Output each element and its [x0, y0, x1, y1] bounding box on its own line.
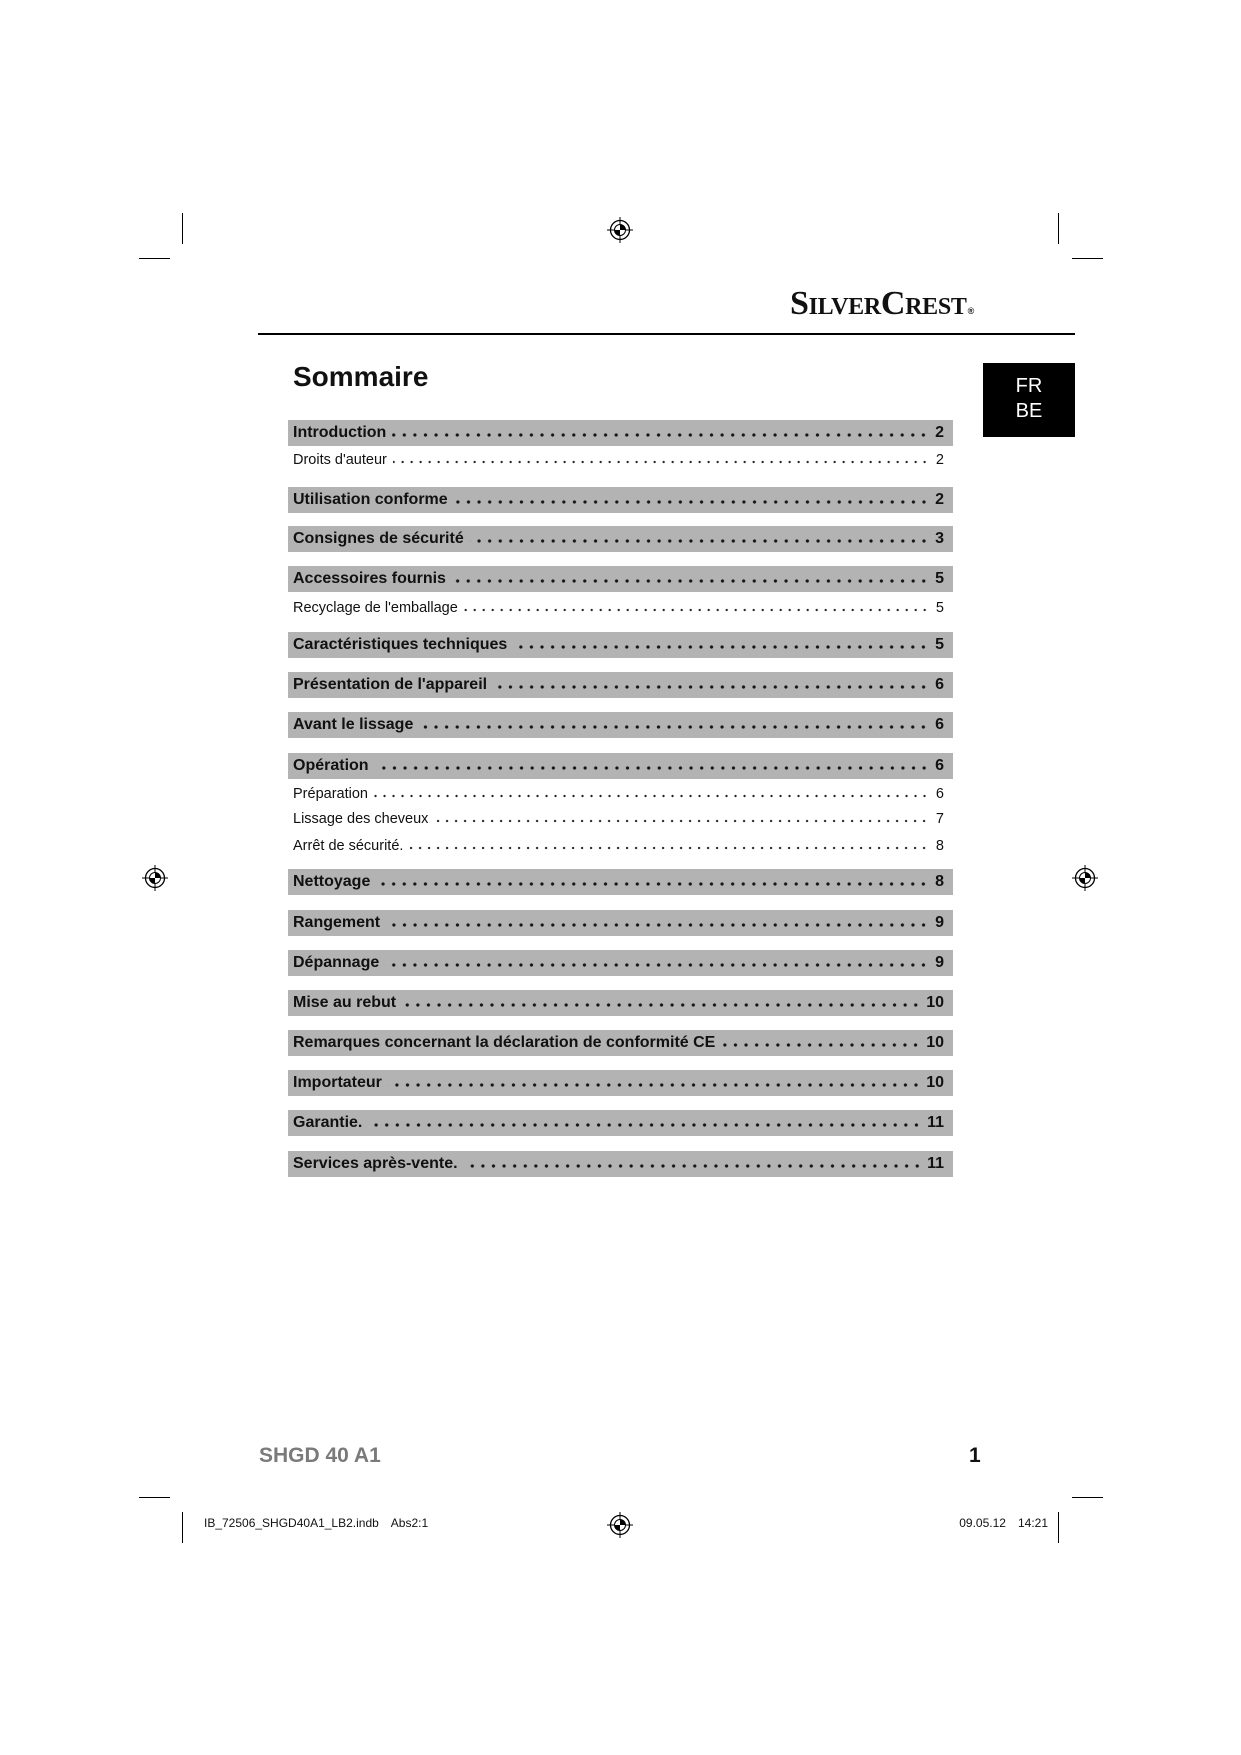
toc-entry-remarques-conformite-ce [288, 1030, 953, 1056]
toc-entry-page: 8 [935, 838, 944, 854]
toc-entry-title: Rangement [293, 914, 381, 931]
toc-entry-page: 3 [935, 530, 944, 547]
dot-leader [375, 766, 929, 770]
toc-entry-page: 11 [927, 1155, 944, 1172]
dot-leader [368, 1123, 922, 1127]
toc-subentry-arret-de-securite [288, 835, 953, 857]
toc-entry-page: 2 [935, 452, 944, 468]
dot-leader [419, 725, 929, 729]
dot-leader [452, 579, 929, 583]
dot-leader [392, 433, 929, 437]
language-code-fr: FR [1015, 375, 1043, 397]
dot-leader [721, 1043, 921, 1047]
crop-mark-bottom-left-vertical [182, 1512, 183, 1543]
crop-mark-bottom-right-vertical [1058, 1512, 1059, 1543]
toc-entry-page: 6 [935, 786, 944, 802]
slug-frame: Abs2:1 [390, 1516, 429, 1530]
toc-subentry-droits-d-auteur [288, 449, 953, 471]
dot-leader [376, 882, 929, 886]
toc-entry-page: 5 [935, 600, 944, 616]
dot-leader [374, 794, 929, 798]
toc-entry-page: 10 [926, 1074, 944, 1091]
toc-entry-title: Mise au rebut [293, 994, 397, 1011]
toc-entry-title: Présentation de l'appareil [293, 676, 488, 693]
toc-entry-presentation-appareil [288, 672, 953, 698]
crop-mark-bottom-left-horizontal [139, 1497, 170, 1498]
model-number: SHGD 40 A1 [259, 1444, 381, 1467]
toc-entry-title: Caractéristiques techniques [293, 636, 508, 653]
toc-entry-operation [288, 753, 953, 779]
page-title: Sommaire [293, 361, 429, 392]
registration-mark-icon [1072, 865, 1098, 891]
toc-entry-title: Dépannage [293, 954, 380, 971]
toc-entry-title: Accessoires fournis [293, 570, 446, 587]
toc-entry-rangement [288, 910, 953, 936]
toc-entry-introduction [288, 420, 953, 446]
toc-entry-importateur [288, 1070, 953, 1096]
toc-entry-title: Recyclage de l'emballage [293, 600, 458, 616]
toc-entry-title: Arrêt de sécurité. [293, 838, 404, 854]
toc-entry-title: Opération [293, 757, 369, 774]
toc-entry-page: 5 [935, 636, 944, 653]
toc-entry-accessoires-fournis [288, 566, 953, 592]
toc-entry-consignes-de-securite [288, 526, 953, 552]
toc-entry-page: 5 [935, 570, 944, 587]
crop-mark-top-left-horizontal [139, 258, 170, 259]
toc-entry-title: Préparation [293, 786, 368, 802]
slug-date: 09.05.12 [959, 1516, 1006, 1530]
toc-entry-services-apres-vente [288, 1151, 953, 1177]
toc-entry-utilisation-conforme [288, 487, 953, 513]
crop-mark-bottom-right-horizontal [1072, 1497, 1103, 1498]
toc-entry-page: 6 [935, 676, 944, 693]
crop-mark-top-right-vertical [1058, 213, 1059, 244]
toc-entry-title: Nettoyage [293, 873, 371, 890]
toc-entry-page: 11 [927, 1114, 944, 1131]
toc-entry-page: 2 [935, 491, 944, 508]
toc-entry-page: 2 [935, 424, 944, 441]
dot-leader [454, 500, 929, 504]
language-code-be: BE [1015, 400, 1043, 422]
toc-entry-page: 7 [935, 811, 944, 827]
toc-entry-page: 10 [926, 994, 944, 1011]
registration-mark-icon [142, 865, 168, 891]
brand-logo-text: SilverCrest [789, 285, 967, 322]
registration-mark-icon [607, 217, 633, 243]
toc-subentry-lissage-des-cheveux [288, 808, 953, 830]
crop-mark-top-left-vertical [182, 213, 183, 244]
toc-entry-garantie [288, 1110, 953, 1136]
toc-entry-depannage [288, 950, 953, 976]
toc-entry-page: 6 [935, 757, 944, 774]
toc-entry-title: Garantie. [293, 1114, 363, 1131]
toc-entry-mise-au-rebut [288, 990, 953, 1016]
dot-leader [464, 1164, 923, 1168]
page-number: 1 [969, 1444, 981, 1467]
dot-leader [513, 645, 929, 649]
registered-trademark-symbol: ® [967, 306, 974, 316]
toc-entry-title: Avant le lissage [293, 716, 414, 733]
toc-entry-title: Remarques concernant la déclaration de conformité CE [293, 1034, 716, 1051]
header-rule [258, 333, 1075, 335]
language-tab [983, 363, 1075, 437]
toc-entry-page: 9 [935, 954, 944, 971]
brand-logo [790, 284, 974, 324]
toc-entry-title: Consignes de sécurité [293, 530, 464, 547]
toc-entry-nettoyage [288, 869, 953, 895]
dot-leader [409, 846, 929, 850]
toc-entry-title: Droits d'auteur [293, 452, 387, 468]
toc-entry-page: 8 [935, 873, 944, 890]
dot-leader [385, 963, 929, 967]
toc-entry-avant-le-lissage [288, 712, 953, 738]
toc-subentry-recyclage [288, 597, 953, 619]
dot-leader [388, 1083, 921, 1087]
registration-mark-icon [607, 1512, 633, 1538]
print-slug-right [959, 1515, 1048, 1531]
toc-entry-title: Services après-vente. [293, 1155, 458, 1172]
toc-entry-title: Utilisation conforme [293, 491, 448, 508]
toc-entry-title: Introduction [293, 424, 387, 441]
toc-entry-page: 6 [935, 716, 944, 733]
toc-entry-page: 9 [935, 914, 944, 931]
toc-entry-caracteristiques-techniques [288, 632, 953, 658]
toc-entry-title: Importateur [293, 1074, 382, 1091]
dot-leader [434, 819, 929, 823]
dot-leader [470, 539, 929, 543]
toc-entry-title: Lissage des cheveux [293, 811, 429, 827]
dot-leader [386, 923, 929, 927]
toc-subentry-preparation [288, 783, 953, 805]
dot-leader [493, 685, 929, 689]
dot-leader [464, 608, 929, 612]
toc-entry-page: 10 [926, 1034, 944, 1051]
dot-leader [393, 460, 929, 464]
print-slug-left [204, 1515, 428, 1531]
slug-file-name: IB_72506_SHGD40A1_LB2.indb [204, 1516, 379, 1530]
slug-time: 14:21 [1017, 1516, 1048, 1530]
dot-leader [402, 1003, 921, 1007]
crop-mark-top-right-horizontal [1072, 258, 1103, 259]
